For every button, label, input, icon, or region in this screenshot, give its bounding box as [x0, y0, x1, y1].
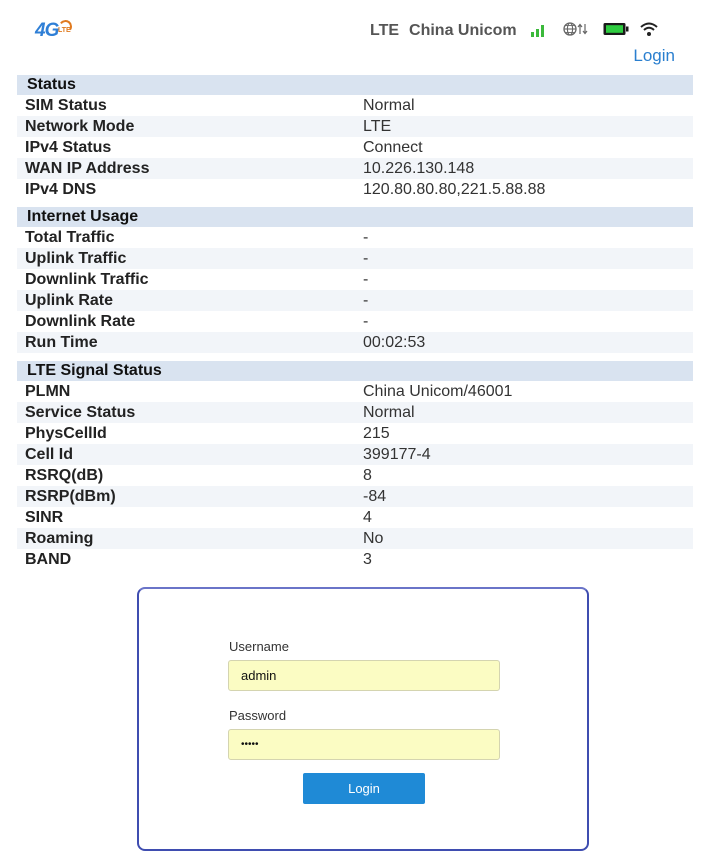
- row-value: Connect: [363, 139, 423, 156]
- row-label: RSRP(dBm): [25, 488, 116, 505]
- table-row: [17, 137, 693, 158]
- row-label: Uplink Traffic: [25, 250, 127, 267]
- status-section: [17, 75, 693, 200]
- row-value: LTE: [363, 118, 392, 135]
- row-label: Downlink Traffic: [25, 271, 149, 288]
- table-row: [17, 95, 693, 116]
- row-label: IPv4 DNS: [25, 181, 97, 198]
- table-row: [17, 227, 693, 248]
- row-label: Network Mode: [25, 118, 135, 135]
- login-panel: [137, 587, 589, 851]
- row-value: -: [363, 313, 369, 330]
- table-row: [17, 444, 693, 465]
- logo-lte-text: LTE: [58, 27, 71, 34]
- login-button[interactable]: Login: [303, 773, 425, 804]
- battery-icon: [603, 22, 629, 41]
- table-row: [17, 179, 693, 200]
- table-row: [17, 311, 693, 332]
- username-label: Username: [229, 639, 289, 654]
- logo-4g-text: 4G: [35, 20, 59, 41]
- row-label: BAND: [25, 551, 72, 568]
- table-row: [17, 116, 693, 137]
- table-row: [17, 290, 693, 311]
- username-input[interactable]: admin: [228, 660, 500, 691]
- row-value: China Unicom/46001: [363, 383, 513, 400]
- row-value: -: [363, 229, 369, 246]
- row-label: IPv4 Status: [25, 139, 112, 156]
- row-value: 215: [363, 425, 390, 442]
- row-label: WAN IP Address: [25, 160, 150, 177]
- signal-icon: [531, 25, 545, 37]
- row-label: Run Time: [25, 334, 98, 351]
- password-label: Password: [229, 708, 287, 723]
- row-value: 4: [363, 509, 372, 526]
- section-title: Status: [17, 75, 693, 95]
- row-label: Uplink Rate: [25, 292, 114, 309]
- row-label: Downlink Rate: [25, 313, 136, 330]
- table-row: [17, 381, 693, 402]
- row-value: -84: [363, 488, 387, 505]
- section-title: LTE Signal Status: [17, 361, 693, 381]
- row-label: Cell Id: [25, 446, 74, 463]
- row-value: -: [363, 292, 369, 309]
- row-label: PhysCellId: [25, 425, 107, 442]
- row-value: 00:02:53: [363, 334, 426, 351]
- row-value: 120.80.80.80,221.5.88.88: [363, 181, 546, 198]
- status-bar: [370, 21, 659, 41]
- table-row: [17, 248, 693, 269]
- row-value: -: [363, 271, 369, 288]
- table-row: [17, 528, 693, 549]
- row-value: 3: [363, 551, 372, 568]
- network-type: LTE: [370, 22, 400, 39]
- lte-signal-section: [17, 361, 693, 570]
- password-input[interactable]: •••••: [228, 729, 500, 760]
- row-label: RSRQ(dB): [25, 467, 104, 484]
- section-title: Internet Usage: [17, 207, 693, 227]
- table-row: [17, 332, 693, 353]
- row-label: Roaming: [25, 530, 94, 547]
- header-login-link[interactable]: Login: [633, 46, 675, 65]
- row-value: -: [363, 250, 369, 267]
- row-label: Service Status: [25, 404, 136, 421]
- table-row: [17, 269, 693, 290]
- table-row: [17, 158, 693, 179]
- row-value: 8: [363, 467, 372, 484]
- globe-data-icon: [563, 21, 589, 42]
- table-row: [17, 423, 693, 444]
- internet-usage-section: [17, 207, 693, 353]
- row-label: SIM Status: [25, 97, 107, 114]
- operator-name: China Unicom: [409, 22, 517, 39]
- table-row: [17, 402, 693, 423]
- row-label: SINR: [25, 509, 64, 526]
- row-label: PLMN: [25, 383, 71, 400]
- row-value: 10.226.130.148: [363, 160, 475, 177]
- row-value: No: [363, 530, 384, 547]
- table-row: [17, 549, 693, 570]
- table-row: [17, 465, 693, 486]
- row-label: Total Traffic: [25, 229, 115, 246]
- row-value: Normal: [363, 404, 415, 421]
- table-row: [17, 486, 693, 507]
- row-value: Normal: [363, 97, 415, 114]
- row-value: 399177-4: [363, 446, 431, 463]
- table-row: [17, 507, 693, 528]
- wifi-icon: [639, 21, 659, 42]
